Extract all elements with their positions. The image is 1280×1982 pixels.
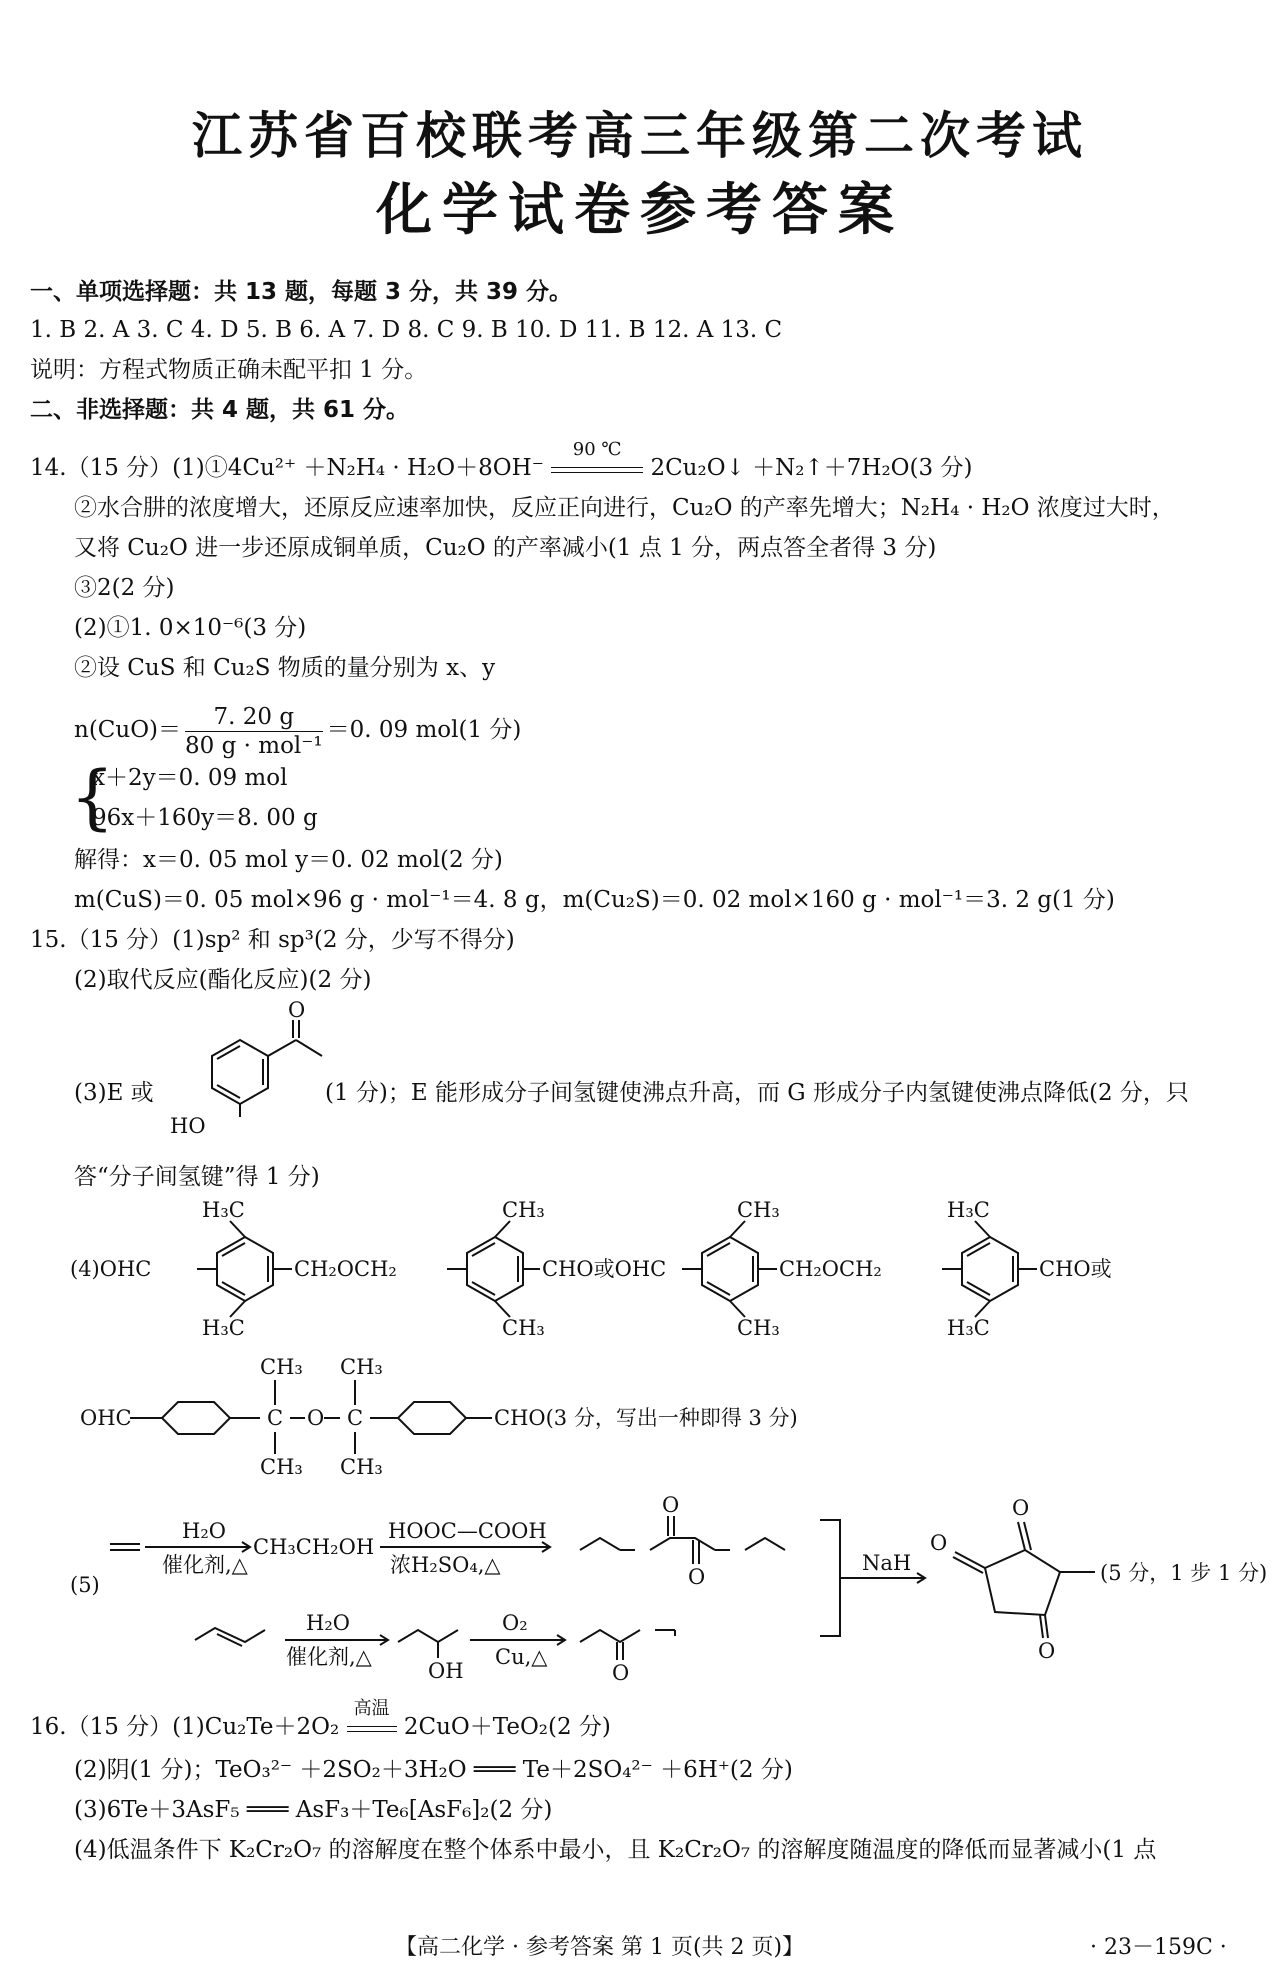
q16-equation-left: 16.（15 分）(1)Cu₂Te＋2O₂ <box>30 1714 340 1740</box>
fraction-numerator: 7. 20 g <box>185 703 323 732</box>
methyl-label: CH₃ <box>340 1355 383 1379</box>
oxygen-label: O <box>688 1565 706 1589</box>
oxygen-label: O <box>662 1493 680 1517</box>
reagent-water: H₂O <box>182 1519 226 1543</box>
q14-equation-a: x＋2y＝0. 09 mol <box>92 765 288 791</box>
quaternary-carbon: C <box>267 1406 284 1430</box>
fraction-denominator: 80 g · mol⁻¹ <box>185 732 323 759</box>
cuo-result: ＝0. 09 mol(1 分) <box>326 717 522 743</box>
ether-bridge: CH₂OCH₂ <box>294 1257 397 1281</box>
condition-copper: Cu,△ <box>495 1645 548 1669</box>
methyl-label: CH₃ <box>737 1316 780 1340</box>
q16-line3: (3)6Te＋3AsF₅ ═══ AsF₃＋Te₆[AsF₆]₂(2 分) <box>74 1797 553 1823</box>
p4-aldehyde-or: CHO或OHC <box>542 1257 667 1281</box>
oxygen-label: O <box>612 1661 630 1685</box>
hydroxyl-label: OH <box>428 1659 464 1683</box>
reaction-condition-arrow <box>551 439 643 481</box>
q16-line1 <box>30 1698 611 1742</box>
reagent-water: H₂O <box>306 1611 350 1635</box>
methyl-label: CH₃ <box>340 1455 383 1479</box>
oxygen-label: O <box>1038 1639 1056 1663</box>
methyl-label: H₃C <box>202 1316 245 1340</box>
methyl-label: CH₃ <box>502 1198 545 1222</box>
part5-score: (5 分，1 步 1 分) <box>1100 1561 1268 1585</box>
q14-line6: ②设 CuS 和 Cu₂S 物质的量分别为 x、y <box>74 655 496 681</box>
q15-line3-explanation: (1 分)；E 能形成分子间氢键使沸点升高，而 G 形成分子内氢键使沸点降低(2 分，只 <box>325 1080 1189 1106</box>
part5-label: (5) <box>70 1573 100 1597</box>
cuo-label: n(CuO)＝ <box>74 717 182 743</box>
q15-line1: 15.（15 分）(1)sp² 和 sp³(2 分，少写不得分) <box>30 927 515 953</box>
carbonyl-oxygen-label: O <box>288 998 306 1022</box>
methyl-label: CH₃ <box>502 1316 545 1340</box>
oxygen-label: O <box>1012 1496 1030 1520</box>
q16-line2: (2)阴(1 分)；TeO₃²⁻ ＋2SO₂＋3H₂O ═══ Te＋2SO₄²⁻ ＋6H⁺(2 分) <box>74 1757 793 1783</box>
q15-part4-structure-alt <box>80 1350 980 1490</box>
q14-masses: m(CuS)＝0. 05 mol×96 g · mol⁻¹＝4. 8 g，m(Cu₂S)＝0. 02 mol×160 g · mol⁻¹＝3. 2 g(1 分) <box>74 887 1115 913</box>
scoring-note: 说明：方程式物质正确未配平扣 1 分。 <box>30 357 428 383</box>
methyl-label: H₃C <box>202 1198 245 1222</box>
reagent-oxygen: O₂ <box>502 1611 528 1635</box>
q14-equation-left: 14.（15 分）(1)①4Cu²⁺ ＋N₂H₄ · H₂O＋8OH⁻ <box>30 455 544 481</box>
q15-line3-label: (3)E 或 <box>74 1080 154 1106</box>
q14-line2: ②水合肼的浓度增大，还原反应速率加快，反应正向进行，Cu₂O 的产率先增大；N₂H₄ · H₂O 浓度过大时， <box>74 495 1175 521</box>
condition-catalyst: 催化剂,△ <box>162 1553 248 1577</box>
q14-line1 <box>30 439 973 483</box>
q14-cuo-calculation <box>74 700 521 760</box>
q15-line2: (2)取代反应(酯化反应)(2 分) <box>74 967 372 993</box>
aldehyde-score: CHO(3 分，写出一种即得 3 分) <box>494 1406 798 1430</box>
ethanol: CH₃CH₂OH <box>253 1535 375 1559</box>
methyl-label: H₃C <box>947 1316 990 1340</box>
methyl-label: CH₃ <box>260 1455 303 1479</box>
reagent-nah: NaH <box>862 1551 912 1575</box>
equation-system-brace: { <box>70 756 115 838</box>
reaction-condition: 高温 <box>353 1698 390 1719</box>
exam-title: 江苏省百校联考高三年级第二次考试 <box>192 107 1088 165</box>
q14-solution: 解得：x＝0. 05 mol y＝0. 02 mol(2 分) <box>74 847 503 873</box>
oxalic-acid: HOOC—COOH <box>388 1519 547 1543</box>
aldehyde-group: OHC <box>80 1406 132 1430</box>
section2-heading: 二、非选择题：共 4 题，共 61 分。 <box>30 397 410 423</box>
hydroxyacetophenone-structure <box>160 998 330 1155</box>
q14-equation-right: 2Cu₂O↓ ＋N₂↑＋7H₂O(3 分) <box>650 455 973 481</box>
multiple-choice-answers: 1. B 2. A 3. C 4. D 5. B 6. A 7. D 8. C 9. B 10. D 11. B 12. A 13. C <box>30 317 783 343</box>
cuo-fraction <box>185 703 323 760</box>
p4-aldehyde-end: CHO或 <box>1039 1257 1112 1281</box>
q15-part4-structures <box>70 1195 1210 1345</box>
q15-synthesis-route <box>70 1490 1268 1700</box>
p4-aldehyde-start: (4)OHC <box>70 1257 152 1281</box>
oxygen-label: O <box>930 1531 948 1555</box>
condition-sulfuric: 浓H₂SO₄,△ <box>390 1553 501 1577</box>
reaction-condition: 90 ℃ <box>572 439 622 460</box>
page-footer: 【高二化学 · 参考答案 第 1 页(共 2 页)】 <box>395 1935 805 1960</box>
document-code: · 23－159C · <box>1090 1935 1227 1960</box>
q16-equation-right: 2CuO＋TeO₂(2 分) <box>403 1714 611 1740</box>
q14-line5: (2)①1. 0×10⁻⁶(3 分) <box>74 615 307 641</box>
methyl-label: H₃C <box>947 1198 990 1222</box>
q14-line3: 又将 Cu₂O 进一步还原成铜单质，Cu₂O 的产率减小(1 点 1 分，两点答全者得 3 分) <box>74 535 937 561</box>
methyl-label: CH₃ <box>737 1198 780 1222</box>
hydroxyl-label: HO <box>170 1114 206 1138</box>
quaternary-carbon: C <box>347 1406 364 1430</box>
q14-equation-b: 96x＋160y＝8. 00 g <box>92 805 318 831</box>
q16-line4: (4)低温条件下 K₂Cr₂O₇ 的溶解度在整个体系中最小，且 K₂Cr₂O₇ 的溶解度随温度的降低而显著减小(1 点 <box>74 1837 1157 1863</box>
q14-line4: ③2(2 分) <box>74 575 175 601</box>
section1-heading: 一、单项选择题：共 13 题，每题 3 分，共 39 分。 <box>30 279 573 305</box>
ether-oxygen: O <box>307 1406 325 1430</box>
document-title: 化学试卷参考答案 <box>376 178 904 243</box>
condition-catalyst: 催化剂,△ <box>286 1645 372 1669</box>
q15-line4: 答“分子间氢键”得 1 分) <box>74 1164 320 1190</box>
reaction-condition-arrow <box>347 1698 397 1740</box>
methyl-label: CH₃ <box>260 1355 303 1379</box>
ether-bridge: CH₂OCH₂ <box>779 1257 882 1281</box>
